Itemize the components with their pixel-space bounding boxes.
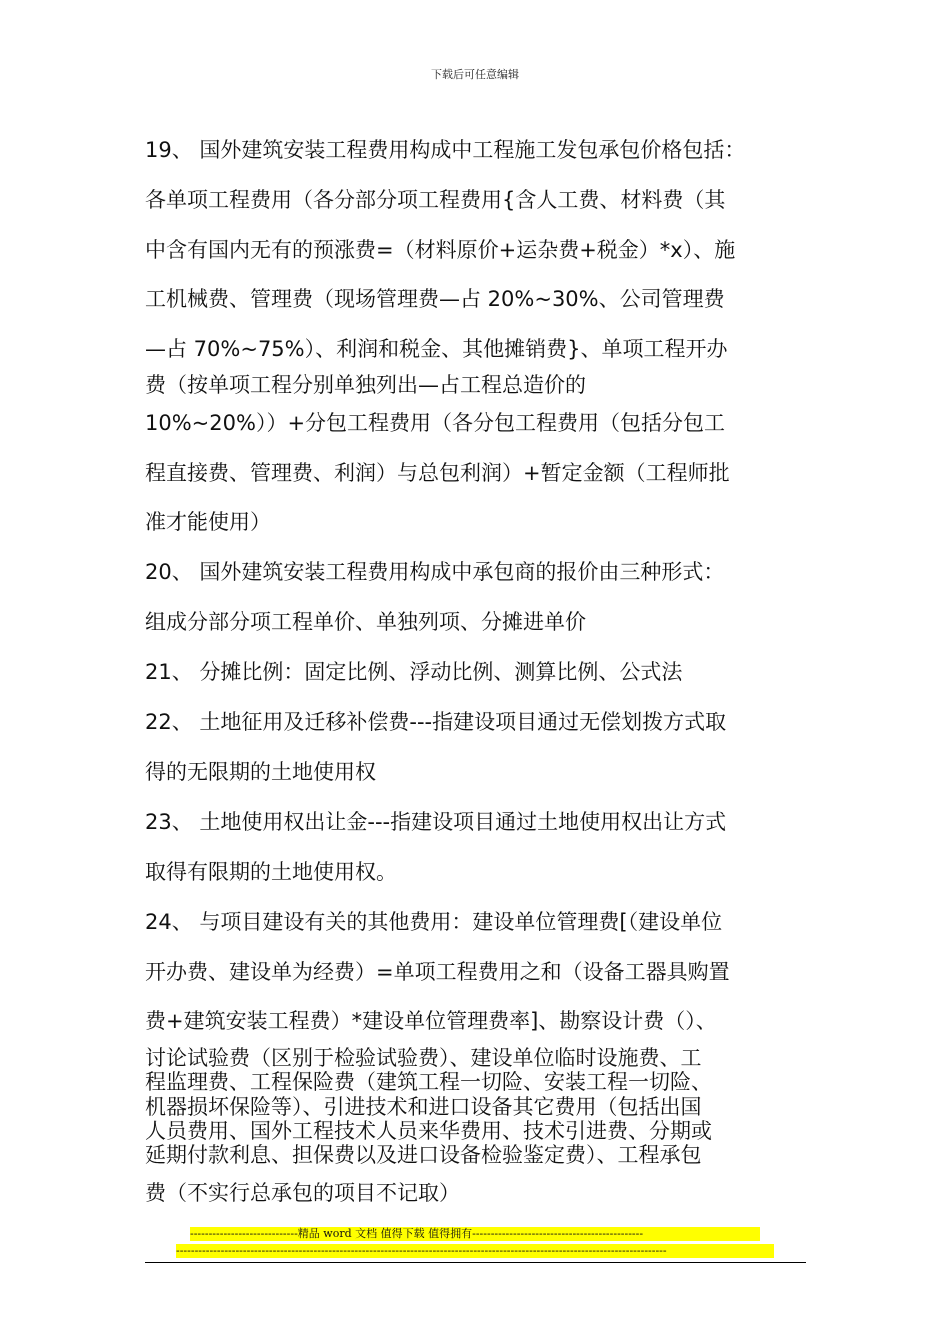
text-line: 延期付款利息、担保费以及进口设备检验鉴定费）、工程承包 bbox=[145, 1143, 702, 1167]
text-line: 各单项工程费用（各分部分项工程费用{含人工费、材料费（其 bbox=[145, 188, 726, 212]
text-line: 费+建筑安装工程费）*建设单位管理费率]、勘察设计费（）、 bbox=[145, 1009, 717, 1033]
footer-banner: -----------------------------精品 word 文档 值得下载 值得拥有---------------------------------------------- bbox=[190, 1227, 760, 1241]
text-line: 19、 国外建筑安装工程费用构成中工程施工发包承包价格包括： bbox=[145, 138, 746, 162]
page-header: 下载后可任意编辑 bbox=[431, 68, 519, 81]
footer-dash-line: ------------------------------------------------------------------------------------------------------------------------------------ bbox=[176, 1244, 774, 1258]
text-line: 准才能使用） bbox=[145, 510, 271, 534]
text-line: 24、 与项目建设有关的其他费用：建设单位管理费[（建设单位 bbox=[145, 910, 723, 934]
text-line: 程监理费、工程保险费（建筑工程一切险、安装工程一切险、 bbox=[145, 1070, 712, 1094]
footer-rule bbox=[145, 1262, 806, 1263]
text-line: 讨论试验费（区别于检验试验费）、建设单位临时设施费、工 bbox=[145, 1046, 702, 1070]
text-line: —占 70%~75%）、利润和税金、其他摊销费}、单项工程开办 bbox=[145, 337, 728, 361]
text-line: 取得有限期的土地使用权。 bbox=[145, 860, 397, 884]
text-line: 得的无限期的土地使用权 bbox=[145, 760, 376, 784]
text-line: 21、 分摊比例：固定比例、浮动比例、测算比例、公式法 bbox=[145, 660, 683, 684]
text-line: 组成分部分项工程单价、单独列项、分摊进单价 bbox=[145, 610, 586, 634]
text-line: 20、 国外建筑安装工程费用构成中承包商的报价由三种形式： bbox=[145, 560, 725, 584]
text-line: 工机械费、管理费（现场管理费—占 20%~30%、公司管理费 bbox=[145, 287, 725, 311]
text-line: 中含有国内无有的预涨费=（材料原价+运杂费+税金）*x）、施 bbox=[145, 238, 736, 262]
text-line: 程直接费、管理费、利润）与总包利润）+暂定金额（工程师批 bbox=[145, 461, 730, 485]
text-line: 机器损坏保险等）、引进技术和进口设备其它费用（包括出国 bbox=[145, 1095, 702, 1119]
text-line: 费（按单项工程分别单独列出—占工程总造价的 bbox=[145, 373, 586, 397]
text-line: 开办费、建设单为经费）=单项工程费用之和（设备工器具购置 bbox=[145, 960, 730, 984]
text-line: 22、 土地征用及迁移补偿费---指建设项目通过无偿划拨方式取 bbox=[145, 710, 727, 734]
text-line: 费（不实行总承包的项目不记取） bbox=[145, 1181, 460, 1205]
text-line: 23、 土地使用权出让金---指建设项目通过土地使用权出让方式 bbox=[145, 810, 727, 834]
text-line: 人员费用、国外工程技术人员来华费用、技术引进费、分期或 bbox=[145, 1119, 712, 1143]
text-line: 10%~20%））+分包工程费用（各分包工程费用（包括分包工 bbox=[145, 411, 726, 435]
